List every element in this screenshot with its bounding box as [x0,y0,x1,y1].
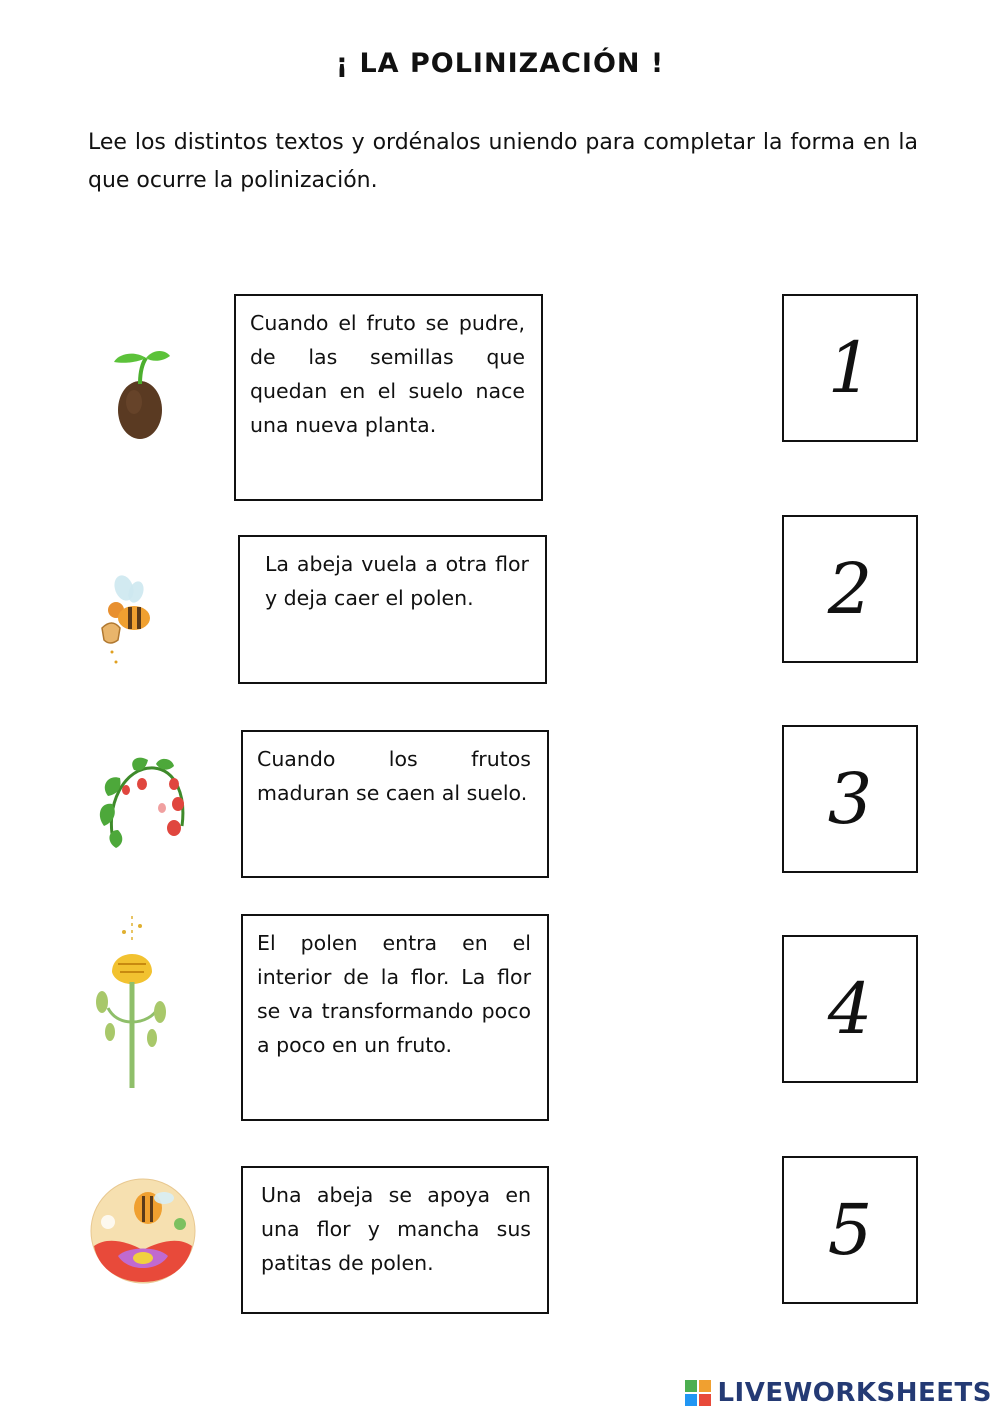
page-title: ¡ LA POLINIZACIÓN ! [335,48,665,79]
bee-on-flower-icon [88,1176,198,1286]
instructions: Lee los distintos textos y ordénalos uniendo para completar la forma en la que ocurre la polinización. [88,130,918,193]
text-box-5: Una abeja se apoya en una flor y mancha sus patitas de polen. [241,1166,549,1314]
seed-sprout-icon [104,346,174,446]
number-box-4[interactable]: 4 [782,935,918,1083]
number-box-3[interactable]: 3 [782,725,918,873]
bee-icon [94,574,164,674]
number-box-2[interactable]: 2 [782,515,918,663]
liveworksheets-logo-icon [685,1380,711,1406]
footer-brand-text: LIVEWORKSHEETS [717,1378,992,1408]
text-box-2: La abeja vuela a otra flor y deja caer el polen. [238,535,547,684]
text-box-4: El polen entra en el interior de la flor. La flor se va transformando poco a poco en un fruto. [241,914,549,1121]
text-box-1: Cuando el fruto se pudre, de las semillas que quedan en el suelo nace una nueva planta. [234,294,543,501]
footer-brand [685,1378,992,1408]
strawberry-plant-icon [94,756,194,856]
text-box-3: Cuando los frutos maduran se caen al suelo. [241,730,549,878]
number-box-1[interactable]: 1 [782,294,918,442]
flower-pistil-icon [90,912,180,1092]
number-box-5[interactable]: 5 [782,1156,918,1304]
